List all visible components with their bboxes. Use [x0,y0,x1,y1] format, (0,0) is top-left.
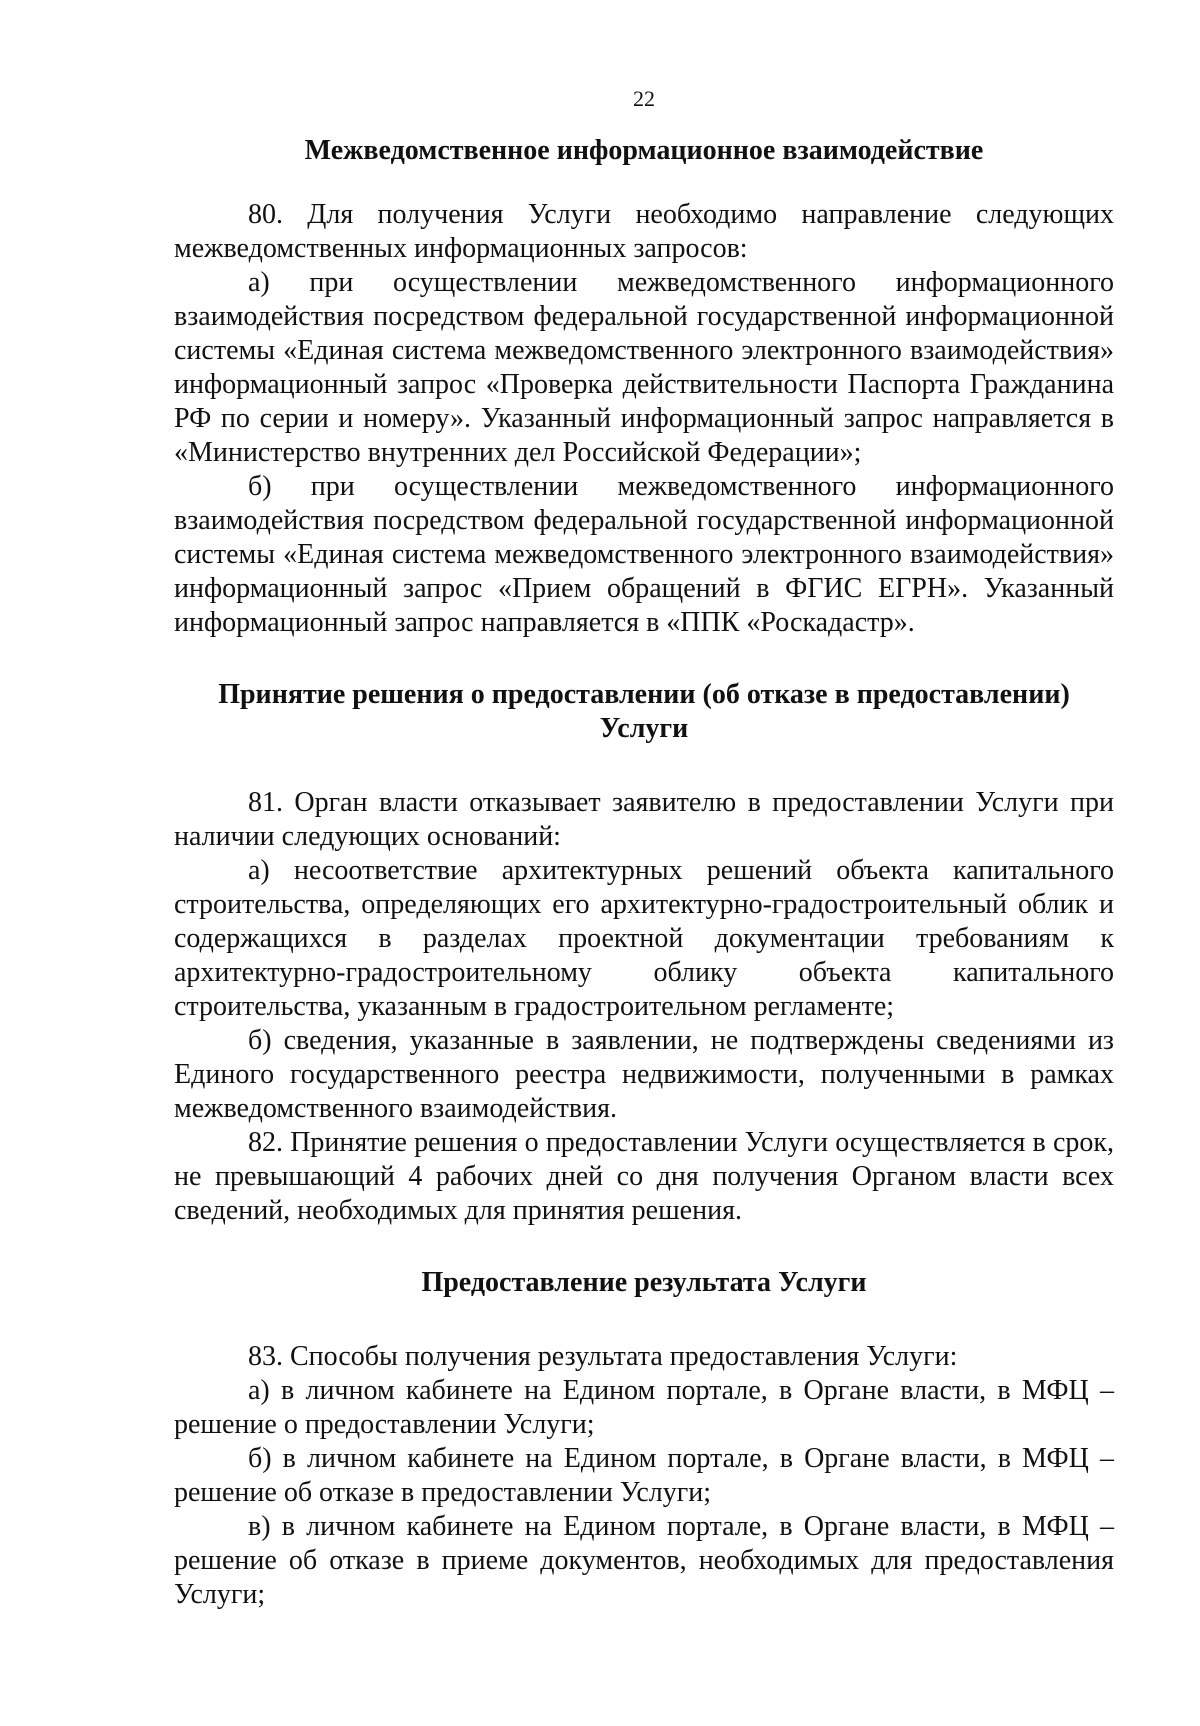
page-number: 22 [633,86,655,111]
paragraph-82: 82. Принятие решения о предоставлении Услуги осуществляется в срок, не превышающий 4 рабочих дней со дня получения Органом власти всех сведений, необходимых для принятия решения. [174,1127,1114,1226]
paragraph-81a: а) несоответствие архитектурных решений объекта капитального строительства, определяющих его архитектурно-градостроительный облик и содержащихся в разделах проектной документации требованиям к архитектурно-градостроительному облику объекта капитального строительства, указанным в градостроительном регламенте; [174,855,1114,1022]
section-heading-decision-line1: Принятие решения о предоставлении (об отказе в предоставлении) [218,679,1070,710]
section-heading-decision-line2: Услуги [599,713,689,744]
document-body [174,134,1114,1612]
paragraph-83a: а) в личном кабинете на Едином портале, в Органе власти, в МФЦ – решение о предоставлении Услуги; [174,1375,1114,1440]
paragraph-80a: а) при осуществлении межведомственного информационного взаимодействия посредством федеральной государственной информационной системы «Единая система межведомственного электронного взаимодействия» информационный запрос «Проверка действительности Паспорта Гражданина РФ по серии и номеру». Указанный информационный запрос направляется в «Министерство внутренних дел Российской Федерации»; [174,267,1114,468]
section-heading-decision [174,678,1114,746]
paragraph-83b: б) в личном кабинете на Едином портале, в Органе власти, в МФЦ – решение об отказе в предоставлении Услуги; [174,1443,1114,1508]
paragraph-83: 83. Способы получения результата предоставления Услуги: [248,1341,958,1372]
paragraph-83c: в) в личном кабинете на Едином портале, в Органе власти, в МФЦ – решение об отказе в приеме документов, необходимых для предоставления Услуги; [174,1511,1114,1610]
paragraph-81b: б) сведения, указанные в заявлении, не подтверждены сведениями из Единого государственного реестра недвижимости, полученными в рамках межведомственного взаимодействия. [174,1025,1114,1124]
paragraph-80: 80. Для получения Услуги необходимо направление следующих межведомственных информационных запросов: [174,199,1114,264]
section-heading-interagency: Межведомственное информационное взаимодействие [304,135,984,166]
paragraph-80b: б) при осуществлении межведомственного информационного взаимодействия посредством федеральной государственной информационной системы «Единая система межведомственного электронного взаимодействия» информационный запрос «Прием обращений в ФГИС ЕГРН». Указанный информационный запрос направляется в «ППК «Роскадастр». [174,471,1114,638]
paragraph-81: 81. Орган власти отказывает заявителю в предоставлении Услуги при наличии следующих оснований: [174,787,1114,852]
section-heading-result: Предоставление результата Услуги [421,1267,867,1298]
